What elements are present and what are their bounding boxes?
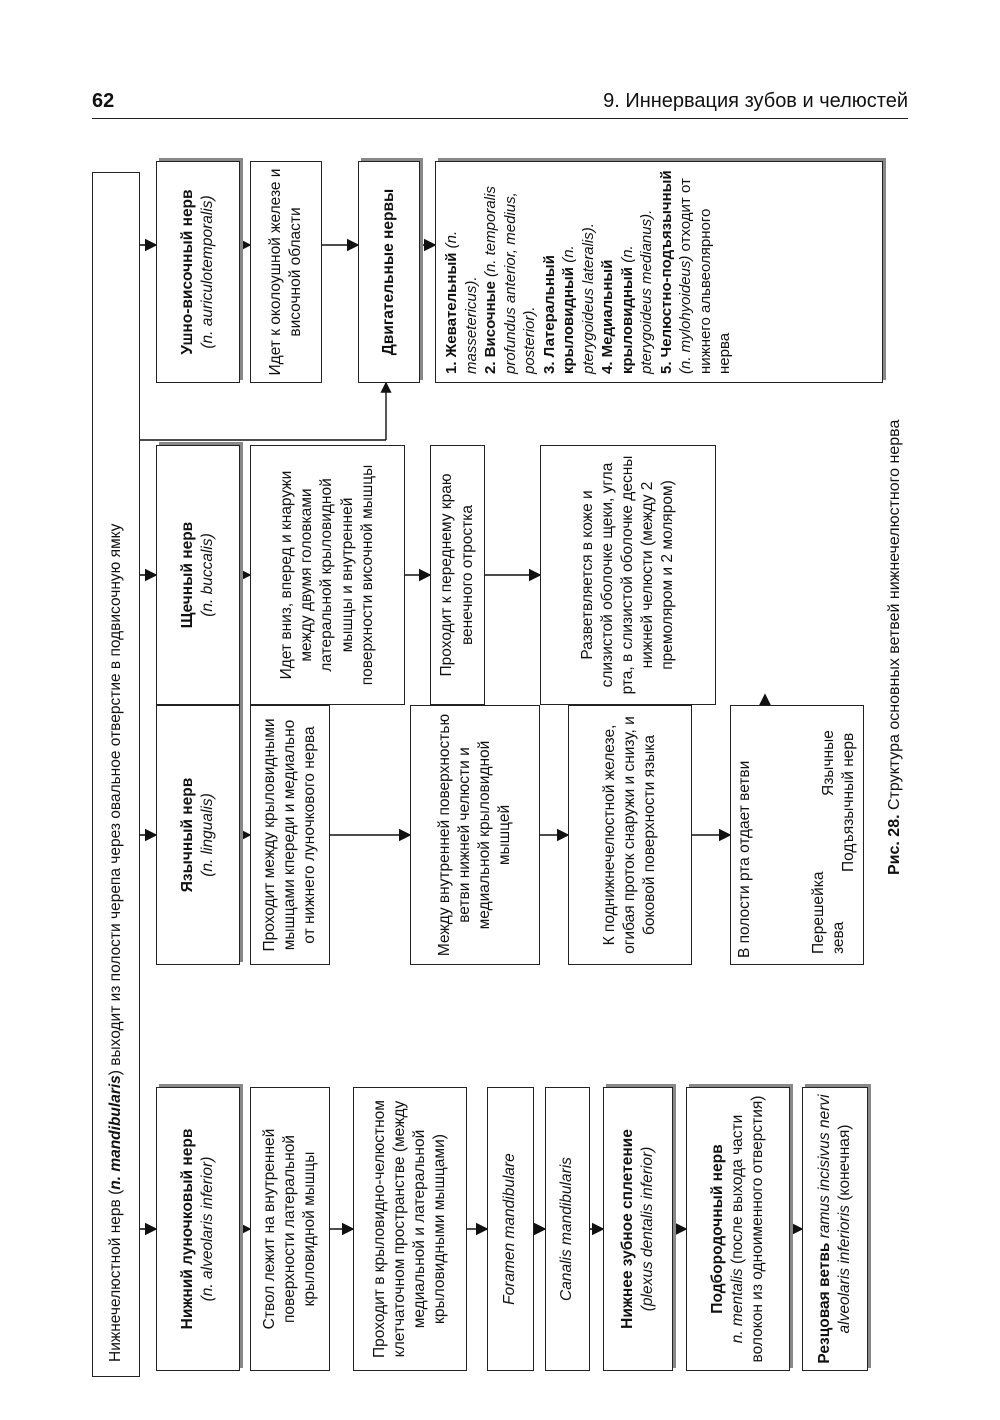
col1-box8 bbox=[802, 1087, 868, 1371]
motor-nerves-title: Двигательные нервы bbox=[379, 188, 397, 356]
col3-latin: (n. buccalis) bbox=[199, 533, 216, 617]
col1-text8c: (конечная) bbox=[836, 1124, 853, 1201]
col3-text2: Идет вниз, вперед и кнаружи между двумя головками латеральной крыловидной мышцы и внутренней поверхности височной мышцы bbox=[278, 464, 376, 686]
col3-text3: Проходит к переднему краю венечного отростка bbox=[438, 473, 476, 677]
col2-text5-c: Подъязычный нерв bbox=[840, 732, 857, 872]
col2-title-box bbox=[156, 705, 240, 965]
col3-text4: Разветвляется в коже и слизистой оболочке щеки, угла рта, в слизистой оболочке десны нижней челюсти (между 2 премоляром и 2 моляром) bbox=[578, 455, 677, 695]
figure-caption bbox=[886, 420, 904, 875]
motor-item-2: 2. Височные (n. temporalis profundus anterior, medius, posterior). bbox=[482, 186, 538, 374]
col1-box6 bbox=[603, 1087, 673, 1371]
page-number: 62 bbox=[92, 90, 115, 112]
col1-latin: (n. alveolaris inferior) bbox=[199, 1156, 216, 1302]
col1-box4 bbox=[487, 1087, 534, 1371]
col3-box4 bbox=[540, 445, 716, 705]
col1-text2: Ствол лежит на внутренней поверхности латеральной крыловидной мышцы bbox=[260, 1128, 319, 1330]
col3-box3 bbox=[430, 445, 485, 705]
caption-label: Рис. 28. bbox=[886, 814, 903, 875]
col2-text5-head: В полости рта отдает ветви bbox=[736, 760, 753, 958]
col4-title: Ушно-височный нерв bbox=[178, 189, 196, 355]
motor-item-3: 3. Латеральный крыловидный (n. pterygoideus lateralis). bbox=[540, 223, 597, 374]
chapter-title: 9. Иннервация зубов и челюстей bbox=[603, 90, 908, 112]
col2-text5-b: Язычные bbox=[820, 730, 837, 796]
col1-box7 bbox=[686, 1087, 790, 1371]
top-text-b: ) выходит из полости черепа через овальное отверстие в подвисочную ямку bbox=[106, 523, 124, 1076]
col1-title: Нижний луночковый нерв bbox=[178, 1128, 196, 1330]
col4-box2 bbox=[250, 161, 322, 383]
col1-text7a: Подбородочный нерв bbox=[708, 1144, 726, 1314]
motor-item-1: 1. Жевательный (n. massetericus). bbox=[443, 230, 480, 374]
col1-box2 bbox=[250, 1087, 330, 1371]
page-header bbox=[92, 88, 908, 119]
col1-text5: Canalis mandibularis bbox=[558, 1157, 576, 1301]
col3-box2 bbox=[250, 445, 405, 705]
col1-text3: Проходит в крыловидно-челюстном клетчаточном пространстве (между медиальной и латеральной крыловидными мышцами) bbox=[370, 1100, 449, 1358]
col2-title: Язычный нерв bbox=[178, 777, 196, 893]
col1-text6a: Нижнее зубное сплетение bbox=[618, 1129, 636, 1329]
top-box bbox=[92, 172, 140, 1377]
col2-box4 bbox=[568, 705, 692, 965]
top-latin: n. mandibularis bbox=[106, 1075, 124, 1190]
col1-box3 bbox=[353, 1087, 467, 1371]
col2-text4: К поднижнечелюстной железе, огибая проток снаружи и снизу, и боковой поверхности языка bbox=[600, 716, 659, 954]
col2-text2: Проходит между крыловидными мышцами кпереди и медиально от нижнего луночкового нерва bbox=[260, 718, 319, 952]
col1-text8b: ramus incisivus nervi alveolaris inferioris bbox=[815, 1094, 853, 1334]
col1-title-box bbox=[156, 1087, 240, 1371]
motor-list-box bbox=[435, 161, 883, 383]
motor-item-4: 4. Медиальный крыловидный (n. pterygoideus medianus). bbox=[599, 209, 655, 374]
caption-text: Структура основных ветвей нижнечелюстного нерва bbox=[886, 419, 903, 810]
col4-latin: (n. auriculotemporalis) bbox=[199, 195, 216, 349]
col1-text8a: Резцовая ветвь bbox=[815, 1242, 833, 1364]
col4-text2: Идет к околоушной железе и височной области bbox=[266, 168, 304, 376]
col1-box5 bbox=[545, 1087, 590, 1371]
motor-item-5: 5. Челюстно-подъязычный (n. mylohyoideus) отходит от нижнего альвеолярного нерва bbox=[657, 170, 733, 374]
motor-nerves-box bbox=[358, 161, 420, 383]
col1-text7c: (после выхода части волокон из одноименного отверстия) bbox=[728, 1095, 767, 1363]
col2-text5-a: Перешейка зева bbox=[810, 871, 848, 954]
col2-box5 bbox=[730, 705, 864, 965]
col3-title: Щечный нерв bbox=[178, 521, 196, 629]
col4-title-box bbox=[156, 161, 240, 383]
col2-box2 bbox=[250, 705, 330, 965]
col2-box3 bbox=[410, 705, 540, 965]
col1-text4: Foramen mandibulare bbox=[501, 1153, 519, 1305]
top-text-a: Нижнечелюстной нерв ( bbox=[106, 1189, 124, 1362]
col3-title-box bbox=[156, 445, 240, 705]
col2-latin: (n. lingualis) bbox=[199, 793, 216, 877]
col1-text7b: n. mentalis bbox=[728, 1268, 746, 1344]
col2-text3: Между внутренней поверхностью ветви нижней челюсти и медиальной крыловидной мышцей bbox=[435, 713, 514, 957]
col1-text6b: (plexus dentalis inferior) bbox=[639, 1146, 656, 1312]
diagram bbox=[90, 155, 910, 1395]
